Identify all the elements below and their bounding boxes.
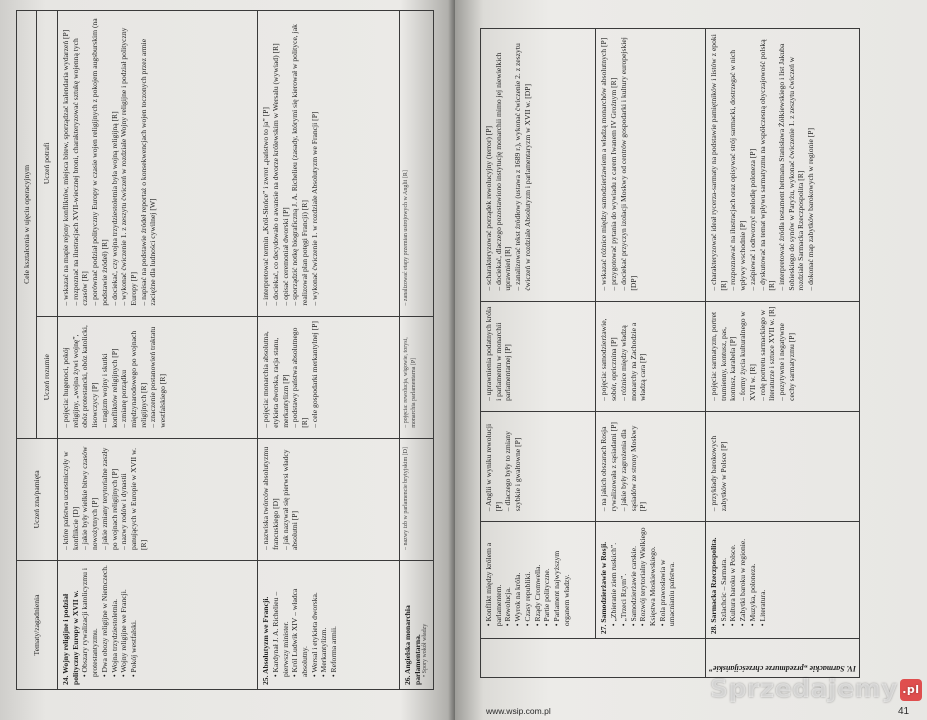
list-item: – zmianę porządku międzynarodowego po wojnach religijnych [R] <box>119 321 148 428</box>
can-cell <box>706 29 860 302</box>
list-item: – uprawnienia podatnych króla i parlamentu w monarchii parlamentarnej [P] <box>484 306 513 401</box>
topic-cell <box>399 561 433 690</box>
list-item: – cele gospodarki merkantylnej [P] <box>310 321 320 428</box>
table-row <box>706 29 860 678</box>
list-item: – dlaczego były to zmiany szybkie i gwałtowne [P] <box>503 416 522 511</box>
section-title: IV. Sarmackie „przedmurze chrześcijańskie” <box>709 664 856 673</box>
header-topics: Tematy/zagadnienia <box>17 561 58 690</box>
understands-cell <box>399 316 433 438</box>
list-item: – dokonać map zabytków barokowych w regionie [P] <box>806 33 816 291</box>
can-cell <box>399 11 433 317</box>
list-item: – pojęcia: hugenoci, pokój religijny, „wojna żywi wojnę”, obóz protestancki, obóz katolicki, lisowczycy [P] <box>61 321 100 428</box>
knows-list <box>709 416 728 517</box>
knows-list <box>599 416 648 517</box>
list-item: – wykonać ćwiczenie 1. w rozdziale Absolutyzm we Francji [P] <box>310 15 320 306</box>
understands-list <box>484 306 513 407</box>
table-row <box>258 11 400 690</box>
knows-cell <box>258 438 400 560</box>
can-list <box>403 15 411 312</box>
understands-list <box>599 306 648 407</box>
list-item: • Muzyka, poloneza. <box>748 526 758 626</box>
left-page <box>0 0 455 720</box>
left-curriculum-table-wrapper <box>16 10 434 690</box>
list-item: • Partie polityczne. <box>542 526 552 626</box>
understands-cell <box>596 301 706 411</box>
list-item: – nazwiska twórców absolutyzmu francuskiego [D] <box>261 443 280 550</box>
list-item: – porównać podział polityczny Europy w czasie wojen religijnych z pokojem augsburskim (na podstawie źródeł) [R] <box>90 15 109 306</box>
list-item: – nazwy rodów i dynastii panujących w Europie w XVII w. [R] <box>119 443 148 550</box>
list-item: • Szlachcic – Sarmata. <box>719 526 729 626</box>
list-item: – charakteryzować ideał rycerza-sarmaty na podstawie pamiętników i listów z epoki [R] <box>709 33 728 291</box>
list-item: • Kardynał J. A. Richelieu – pierwszy minister. <box>271 565 290 677</box>
watermark-badge: .pl <box>900 679 922 701</box>
list-item: – tragizm wojny i skutki konfliktów religijnych [P] <box>100 321 119 428</box>
list-item: • Rozwój terytorialny Wielkiego Księstwa Moskiewskiego. <box>638 526 657 626</box>
topic-points <box>271 565 339 685</box>
list-item: • Parlament najwyższym organem władzy. <box>552 526 571 626</box>
list-item: • Obszary rywalizacji katolicyzmu i protestantyzmu. <box>80 565 99 677</box>
list-item: – sporządzić notkę biograficzną J. A. Richelieu (zasady, którymi się kierował w polityce, jak realizował plan potęgi Francji) [R] <box>290 15 309 306</box>
topic-title: 25. Absolutyzm we Francji. <box>261 596 271 685</box>
list-item: – pojęcia: sarmatyzm, portret trumienny, kontusz, pas, kontusz, karabela [P] <box>709 306 738 401</box>
right-curriculum-table <box>480 28 860 678</box>
list-item: – rolę portretu sarmackiego w literaturze i sztuce XVII w. [R] <box>758 306 777 401</box>
list-item: – na jakich obszarach Rosja rywalizowała z sąsiadami [P] <box>599 416 618 511</box>
list-item: – nazwy izb w parlamencie brytyjskim [D] <box>403 443 411 550</box>
list-item: • Reforma armii. <box>329 565 339 677</box>
table-row <box>596 29 706 678</box>
list-item: – napisać na podstawie źródeł reportaż o konsekwencjach wojen toczonych przez armie zaciężne dla ludności cywilnej [W] <box>139 15 158 306</box>
can-cell <box>258 11 400 317</box>
topic-cell <box>706 522 860 639</box>
right-curriculum-table-wrapper <box>480 28 860 678</box>
knows-list <box>261 443 300 556</box>
list-item: – dyskutować na temat wpływu sarmatyzmu na współczesną obyczajowość polską [R] <box>758 33 777 291</box>
knows-list <box>61 443 148 556</box>
understands-list <box>61 321 168 434</box>
page-number: 41 <box>898 706 910 717</box>
list-item: – scharakteryzować porządek rewolucyjny (terror) [P] <box>484 33 494 291</box>
watermark <box>710 674 922 703</box>
list-item: • „Zbieranie ziem ruskich”. <box>609 526 619 626</box>
list-item: • Rządy Cromwella. <box>533 526 543 626</box>
knows-list <box>403 443 411 556</box>
list-item: • Wersal i etykieta dworska. <box>310 565 320 677</box>
left-curriculum-table <box>16 10 434 690</box>
list-item: – jakie były wielkie bitwy czasów nowożytnych [P] <box>80 443 99 550</box>
list-item: – jakie zmiany terytorialne zaszły po wojnach religijnych [P] <box>100 443 119 550</box>
watermark-text: Sprzedajemy <box>710 674 898 703</box>
list-item: • Merkantylizm. <box>319 565 329 677</box>
topic-points <box>484 526 571 634</box>
can-list <box>484 33 533 297</box>
header-understands: Uczeń rozumie <box>37 316 57 438</box>
knows-cell <box>399 438 433 560</box>
list-item: – pojęcia: rewolucja, wigowie, torysi, monarchia parlamentarna [P] <box>403 321 418 428</box>
list-item: • Samodzierżawie carskie. <box>629 526 639 626</box>
list-item: – jak nazywał się pierwsi władcy absolutni [P] <box>281 443 300 550</box>
topic-points <box>80 565 138 685</box>
list-item: • Rola prawosławia w umacnianiu państwa. <box>658 526 677 626</box>
understands-cell <box>481 301 596 411</box>
list-item: • Spory wokół władzy <box>422 565 430 677</box>
list-item: – interpretować źródła testament hetmana Stanisława Żółkiewskiego i list Jakuba Sobieskiego do synów w Paryżu, wykonać ćwiczenie 1. z zeszytu ćwiczeń w rozdziale Sarmacka Rzeczpospolita [R] <box>777 33 806 291</box>
list-item: • Król Ludwik XIV – władca absolutny. <box>290 565 309 677</box>
topic-cell <box>57 561 257 690</box>
list-item: – opisać ceremoniał dworski [P] <box>281 15 291 306</box>
list-item: • Wojny religijne we Francji. <box>119 565 129 677</box>
header-knows: Uczeń zna/pamięta <box>17 438 58 560</box>
can-list <box>61 15 158 312</box>
section-cell <box>481 639 706 678</box>
list-item: – jakie były zagrożenia dla sąsiadów ze strony Moskwy [P] <box>619 416 648 511</box>
topic-cell <box>481 522 596 639</box>
list-item: • Czasy republiki. <box>523 526 533 626</box>
topic-cell <box>258 561 400 690</box>
publisher-url: www.wsip.com.pl <box>486 706 551 716</box>
can-list <box>261 15 319 312</box>
list-item: – rozpoznawać na ilustracjach oraz opisywać strój sarmacki, dostrzegać w nich wpływy wschodnie [P] <box>728 33 747 291</box>
list-item: – rozpoznać na ilustracjach XVII-wiecznej broni, charakteryzować sztukę wojenną tych czasów [R] <box>71 15 90 306</box>
can-cell <box>596 29 706 302</box>
list-item: – pojęcia: samodzierżawie, sobór, opricznina [P] <box>599 306 618 401</box>
list-item: – wskazać różnice między samodzierżawiem a władzą monarchów absolutnych [P] <box>599 33 609 291</box>
knows-cell <box>596 411 706 521</box>
topic-points <box>719 526 768 634</box>
understands-list <box>261 321 319 434</box>
list-item: – znaczenie postanowień traktatu westfalskiego [R] <box>148 321 167 428</box>
list-item: – podstawy państwa absolutnego [R] <box>290 321 309 428</box>
understands-cell <box>57 316 257 438</box>
list-item: – dociekać, czy wojna trzydziestoletnia była wojną religijną [R] <box>110 15 120 306</box>
understands-cell <box>706 301 860 411</box>
topic-cell <box>596 522 706 639</box>
list-item: – zaśpiewać i odtworzyć melodię poloneza [P] <box>748 33 758 291</box>
list-item: – pozytywne i negatywne cechy sarmatyzmu [P] <box>777 306 796 401</box>
list-item: – wykonać ćwiczenie 1. z zeszytu ćwiczeń w rozdziale Wojny religijne i podział polityczny Europy [P] <box>119 15 138 306</box>
list-item: • Wyrok na króla. <box>513 526 523 626</box>
left-header-row-1 <box>17 11 37 690</box>
list-item: – przygotować pytania do wywiadu z carem Iwanem IV Groźnym [R] <box>609 33 619 291</box>
header-can: Uczeń potrafi <box>37 11 57 317</box>
list-item: – które państwa uczestniczyły w konflikcie [D] <box>61 443 80 550</box>
list-item: • Rewolucja. <box>503 526 513 626</box>
list-item: – przykłady barokowych zabytków w Polsce [P] <box>709 416 728 511</box>
topic-points <box>609 526 677 634</box>
list-item: • Dwa obozy religijne w Niemczech. <box>100 565 110 677</box>
knows-list <box>484 416 523 517</box>
topic-title: 26. Angielska monarchia parlamentarna. <box>402 605 422 685</box>
can-cell <box>481 29 596 302</box>
table-row <box>399 11 433 690</box>
list-item: – dociekać przyczyn izolacji Moskwy od centrów gospodarki i kultury europejskiej [DP] <box>619 33 638 291</box>
knows-cell <box>57 438 257 560</box>
list-item: – formy życia kulturalnego w XVII w. [R] <box>738 306 757 401</box>
list-item: – dociekać, co decydowało o awansie na dworze królewskim w Wersalu (wywiad) [R] <box>271 15 281 306</box>
list-item: • Pokój westfalski. <box>129 565 139 677</box>
list-item: – pojęcia: monarchia absolutna, etykieta dworska, racja stanu, merkantylizm [P] <box>261 321 290 428</box>
list-item: – zanalizować etapy przemian ustrojowych w Anglii [R] <box>403 15 411 306</box>
list-item: • Literatura. <box>758 526 768 626</box>
knows-cell <box>706 411 860 521</box>
list-item: • Wojna trzydziestoletnia. <box>110 565 120 677</box>
list-item: – wskazać na mapie rejony konfliktów, miejsca bitew, sporządzać kalendaria wydarzeń [P] <box>61 15 71 306</box>
table-row <box>481 29 596 678</box>
list-item: • Kultura baroku w Polsce. <box>728 526 738 626</box>
topic-points <box>422 565 430 685</box>
header-goals: Cele kształcenia w ujęciu operacyjnym <box>17 11 37 439</box>
knows-cell <box>481 411 596 521</box>
can-list <box>709 33 816 297</box>
topic-title: 28. Sarmacka Rzeczpospolita. <box>709 537 719 635</box>
topic-title: 27. Samodzierżawie w Rosji. <box>599 541 609 635</box>
section-cell <box>706 639 860 678</box>
table-row <box>57 11 257 690</box>
list-item: • Zabytki baroku w regionie. <box>738 526 748 626</box>
list-item: – różnice między władzą monarchy na Zachodzie a władzą cara [P] <box>619 306 648 401</box>
understands-list <box>403 321 418 434</box>
list-item: – Anglii w wyniku rewolucji [P] <box>484 416 503 511</box>
list-item: • „Trzeci Rzym”. <box>619 526 629 626</box>
understands-cell <box>258 316 400 438</box>
list-item: – interpretować termin „Król-Słońce” i zwrot „państwo to ja” [P] <box>261 15 271 306</box>
list-item: – zanalizować tekst źródłowy (ustawa z 1689 r.), wykonać ćwiczenie 2. z zeszytu ćwiczeń w rozdziale Absolutyzm i parlamentaryzm w XVII w. [DP] <box>513 33 532 291</box>
list-item: – dociekać, dlaczego pozostawiono instytucję monarchii mimo jej niewielkich uprawnień [R] <box>494 33 513 291</box>
topic-title: 24. Wojny religijne i podział polityczny Europy w XVII w. <box>60 590 80 685</box>
understands-list <box>709 306 796 407</box>
can-cell <box>57 11 257 317</box>
can-list <box>599 33 638 297</box>
list-item: • Konflikt między królem a parlamentem. <box>484 526 503 626</box>
